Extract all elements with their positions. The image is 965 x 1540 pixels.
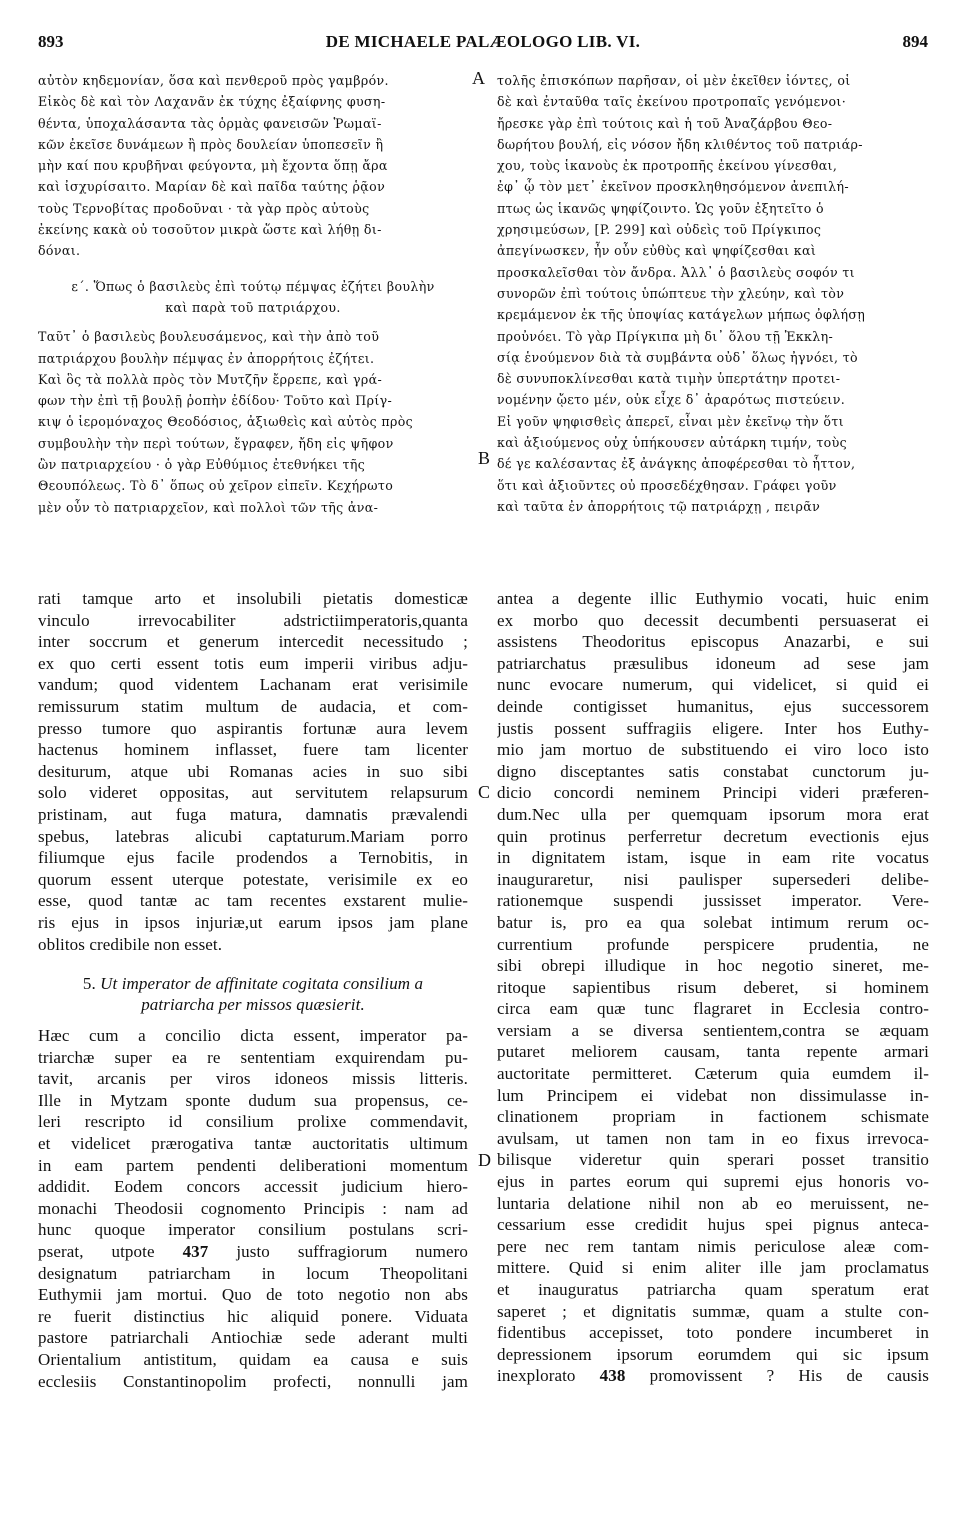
text-line: clinationem propriam in factionem schismate [497, 1107, 929, 1127]
text-line: πτως ὡς ἱκανῶς ψηφίζοιντο. Ὡς γοῦν ἐξητεῖτο ὁ [497, 200, 824, 216]
section-number: 5. [82, 974, 101, 994]
margin-marker-b: B [478, 448, 491, 468]
text-line: χου, τοὺς ἱκανοὺς ἐκ προτροπῆς ἐκείνου γίνεσθαι, [497, 158, 838, 174]
text-line: μὴν καί που κρυβῆναι φεύγοντα, μὴ ἔχοντα ὅπῃ ἄρα [38, 158, 388, 174]
text-line: batur is, pro ea qua solebat intimum rerum oc- [497, 912, 929, 932]
page-number-right: 894 [902, 32, 928, 51]
text-line: Orientalium antistitum, quidam ea causa e suis [38, 1350, 468, 1369]
text-line: circa eam quæ tunc flagraret in Ecclesia contro- [497, 999, 929, 1019]
text-line: assistens Theodoritus episcopus Anazarbi, e sui [497, 632, 929, 652]
latin-translation-left-column [38, 588, 468, 1392]
text-line: κῶν ἐκεῖσε δυνάμεων ἢ πρὸς δουλείαν ὑποπεσεῖν ἢ [38, 136, 384, 152]
text-line: triarchæ super ea re sententiam exquirendam pu- [38, 1047, 468, 1067]
old-page-number: 437 [182, 1242, 209, 1262]
text-line: in eam partem pendenti deliberationi momentum [38, 1155, 468, 1175]
text-line: mio jam mortuo de substituendo ei viro loco isto [497, 740, 929, 760]
text-line: currentium profunde perspicere prudentia, ne [497, 934, 929, 954]
text-line: Ille in Mytzam sponte dudum sua propensus, ce- [38, 1090, 468, 1110]
text-line: κρεμάμενον ἐκ τῆς ὑποψίας κατάγελων μήπως ὀφλήσῃ [497, 307, 866, 323]
text-line: καὶ παρὰ τοῦ πατριάρχου. [165, 299, 341, 315]
text-line: νομένην ᾤετο μέν, οὐκ εἶχε δ᾽ ἀραρότως πιστεύειν. [497, 392, 846, 408]
text-line: rationemque suspendi jussisset imperator. Vere- [497, 891, 929, 911]
text-line: δέ γε καλέσαντας ἐξ ἀνάγκης ἀποφέρεσθαι τὸ ἧττον, [497, 456, 856, 472]
greek-section-heading [38, 276, 468, 319]
text-line: vandum; quod videntem Lachanam erat verisimile [38, 675, 468, 695]
text-line: designatum patriarcham in locum Theopolitani [38, 1263, 468, 1283]
text-line: et videlicet prærogativa tantæ auctoritatis ultimum [38, 1134, 468, 1154]
text-line: χρησιμεύσων, [P. 299] καὶ οὐδεὶς τοῦ Πρίγκιπος [497, 222, 822, 238]
text-line: saperet ; et dignitatis summæ, quam a stulte con- [497, 1301, 929, 1321]
text-line: δόναι. [38, 243, 81, 259]
text-line: ε΄. Ὅπως ὁ βασιλεὺς ἐπὶ τούτῳ πέμψας ἐζήτει βουλὴν [71, 278, 435, 294]
text-line: σίᾳ ἑνούμενον διὰ τὰ συμβάντα οὐδ᾽ ὅλως ἠγνόει, τὸ [497, 349, 858, 365]
text-line: re fuerit distinctius hic aliquid ponere. Viduata [38, 1306, 468, 1326]
text-line: lum Principem ei videbat non dissimulasse in- [497, 1085, 929, 1105]
text-line: auctoritate permitteret. Cæterum quia eumdem il- [497, 1064, 929, 1084]
greek-text-right-column [497, 70, 929, 517]
text-line: in dignitatem istam, isque in eam rite vocatus [497, 848, 929, 868]
text-line: ἀπεγίνωσκεν, ἦν οὖν εὐθὺς καὶ ψηφίζεσθαι καὶ [497, 243, 817, 259]
greek-text-left-column [38, 70, 468, 518]
text-line: pere nec rem tantam nimis periculose aleæ com- [497, 1236, 929, 1256]
text-fragment: promovissent ? His de causis [625, 1366, 929, 1386]
text-line: quorum essent uterque potestate, verisimile ex eo [38, 869, 468, 889]
text-line: θέντα, ὑποχαλάσαντα τὰς ὁρμὰς φανεισῶν Ῥωμαϊ- [38, 115, 382, 131]
text-line: pastore patriarchali Antiochiæ sede aderant multi [38, 1328, 468, 1348]
text-line: hunc quoque imperator consilium postulans scri- [38, 1220, 468, 1240]
text-line: προσκαλεῖσθαι τὸν ἄνδρα. Ἀλλ᾽ ὁ βασιλεὺς σοφόν τι [497, 264, 855, 280]
text-line: καὶ ἀξιούμενος οὐχ ὑπήκουσεν αὐτάρκη τιμήν, τοὺς [497, 435, 847, 451]
text-line: Εἰκὸς δὲ καὶ τὸν Λαχανᾶν ἐκ τύχης ἐξαίφνης φυση- [38, 94, 386, 110]
text-line: nunc evocare numerum, qui videlicet, si quid ei [497, 675, 929, 695]
text-line: patriarchatus præsulibus idoneum ad sese jam [497, 653, 929, 673]
paragraph-gap [38, 262, 468, 276]
text-line: monachi Theodosii cognomento Principis : nam ad [38, 1198, 468, 1218]
text-line: desiturum, atque ubi Romanas acies in suo sibi [38, 761, 468, 781]
text-line: Ταῦτ᾽ ὁ βασιλεὺς βουλευσάμενος, καὶ τὴν ἀπὸ τοῦ [38, 329, 380, 345]
text-line: dum.Nec ulla per quemquam ipsorum mora erat [497, 804, 929, 824]
text-line: cessarium esse credidit hujus spei pignus anteca- [497, 1215, 929, 1235]
text-line: καὶ ἰσχυρίσαιτο. Μαρίαν δὲ καὶ παῖδα ταύτης ῥᾷον [38, 179, 386, 195]
text-line: versiam a se diversa sentientem,contra se æquam [497, 1020, 929, 1040]
text-line: Euthymii jam mortui. Quo de toto negotio non abs [38, 1285, 468, 1305]
text-fragment: pserat, utpote [38, 1242, 183, 1262]
text-line: justis possent suffragiis eligere. Inter hos Euthy- [497, 718, 929, 738]
text-line: tavit, arcanis per viros idoneos missis litteris. [38, 1069, 468, 1089]
text-line: δωρήτου βουλή, εἰς νόσον ἤδη κλιθέντος τοῦ πατριάρ- [497, 136, 863, 152]
text-line: bilisque videretur quin sperari posset transitio [497, 1150, 929, 1170]
text-line: addidit. Eodem concors accessit judicium hiero- [38, 1177, 468, 1197]
text-line: presso tumore quo aspirantis fortunæ aura levem [38, 718, 468, 738]
text-line: et inauguratus patriarcha quam speratum erat [497, 1280, 929, 1299]
running-title: DE MICHAELE PALÆOLOGO LIB. VI. [325, 32, 641, 51]
text-line: πατριάρχου βουλὴν πέμψας ἐν ἀπορρήτοις ἐζήτει. [38, 350, 375, 366]
text-line: remissurum statim multum de audacia, et com- [38, 696, 468, 716]
section-heading-line: Ut imperator de affinitate cogitata consilium a [100, 974, 424, 994]
text-line: quin protinus perferretur decretum evectionis ejus [497, 826, 929, 846]
text-line: ritoque sapientibus risum deberet, si hominem [497, 977, 929, 997]
text-line: fidentibus accepisset, toto pondere incumberet in [497, 1323, 929, 1343]
text-line: ἐφ᾽ ᾧ τὸν μετ᾽ ἐκεῖνον προσκληθησόμενον ἀνεπιλή- [497, 179, 849, 195]
text-line: mittere. Quid si enim aliter ille jam proclamatus [497, 1258, 929, 1278]
paragraph-gap [38, 318, 468, 326]
text-line: putaret meliorem causam, tanta repente armari [497, 1042, 929, 1062]
text-fragment: justo suffragiorum numero [208, 1242, 468, 1262]
text-line: rati tamque arto et insolubili pietatis domesticæ [38, 589, 468, 608]
text-line: Hæc cum a concilio dicta essent, imperator pa- [38, 1026, 468, 1046]
text-line: solo videret oppositas, aut servitutem relapsurum [38, 783, 468, 803]
text-line: τολῆς ἐπισκόπων παρῆσαν, οἱ μὲν ἐκεῖθεν ἰόντες, οἱ [497, 73, 851, 88]
text-line: καὶ ταῦτα ἐν ἀπορρήτοις τῷ πατριάρχῃ , πειρᾶν [497, 498, 821, 514]
text-line: inter soccrum et generum intercedit necessitudo ; [38, 632, 468, 652]
text-line: ἐκείνης κακὰ οὐ τοσοῦτον μικρὰ ὥστε καὶ λήθῃ δι- [38, 222, 382, 238]
text-line: ex quo certi essent totis eum imperii viribus adju- [38, 653, 468, 673]
margin-marker-c: C [478, 782, 491, 802]
text-line: antea a degente illic Euthymio vocati, huic enim [497, 589, 929, 608]
text-line: ὢν πατριαρχείου · ὁ γὰρ Εὐθύμιος ἐτεθνήκει τῆς [38, 457, 366, 473]
text-line: ejus in partes eorum qui supremi ejus honoris vo- [497, 1172, 929, 1192]
latin-translation-right-column [497, 588, 929, 1387]
text-line: δὲ καὶ ἐνταῦθα ταῖς ἐκείνου προτροπαῖς γενόμενοι· [497, 94, 847, 110]
text-line: sibi obrepi illudique in hoc negotio sineret, me- [497, 956, 929, 976]
text-line: luntaria delatione nihil non ab eo meruissent, ne- [497, 1193, 929, 1213]
text-line: φων τὴν ἐπὶ τῇ βουλῇ ῥοπὴν ἐδίδου· Τοῦτο καὶ Πρίγ- [38, 393, 393, 409]
text-line: pristinam, aut fuga matura, damnatis prævalendi [38, 804, 468, 824]
text-line: δὲ συνυποκλίνεσθαι κατὰ τιμὴν ὑπερτάτην προτει- [497, 371, 841, 387]
text-line: ris ejus in ipsos injuriæ,ut earum ipsos jam plane [38, 912, 468, 932]
text-line: συμβουλὴν τὴν περὶ τούτων, ἔγραφεν, ἤδη εἰς ψῆφον [38, 435, 394, 451]
text-fragment: inexplorato [497, 1366, 600, 1386]
text-line: avulsam, ut tamen non tam in eo fixus irrevoca- [497, 1128, 929, 1148]
paragraph-gap [38, 1015, 468, 1025]
text-line: προὐνόει. Τὸ γὰρ Πρίγκιπα μὴ δι᾽ ὅλου τῇ Ἐκκλη- [497, 328, 834, 344]
text-line: τοὺς Τερνοβίτας προδοῦναι · τὰ γὰρ πρὸς αὐτοὺς [38, 200, 370, 216]
page-number-left: 893 [38, 32, 64, 51]
text-line: esse, quod tantæ ac tam recentes exstarent mulie- [38, 891, 468, 911]
text-line: vinculo irrevocabiliter adstrictiimperatoris,quanta [38, 610, 468, 630]
text-line: oblitos credibile non esset. [38, 934, 223, 954]
text-line: Καὶ ὃς τὰ πολλὰ πρὸς τὸν Μυτζῆν ἔρρεπε, καὶ γρά- [38, 371, 383, 387]
text-line: αὐτὸν κηδεμονίαν, ὅσα καὶ πενθεροῦ πρὸς γαμβρόν. [38, 73, 389, 88]
margin-marker-a: A [472, 68, 485, 88]
text-line: Θεουπόλεως. Τὸ δ᾽ ὅπως οὐ χεῖρον εἰπεῖν. Κεχήρωτο [38, 478, 394, 494]
text-line-with-marginal-number [38, 1241, 468, 1263]
text-line: leri rescripto id consilium prolixe commendavit, [38, 1112, 468, 1132]
text-line: ecclesiis Constantinopolim profecti, nonnulli jam [38, 1371, 468, 1391]
old-page-number: 438 [599, 1366, 626, 1386]
text-line: κιψ ὁ ἱερομόναχος Θεοδόσιος, ἀξιωθεὶς καὶ αὐτὸς πρὸς [38, 414, 414, 430]
margin-marker-d: D [478, 1150, 491, 1170]
text-line: filiumque ejus facile prodendos a Ternobitis, in [38, 848, 468, 868]
text-line: ὅτι καὶ ἀξιοῦντες οὐ προσεδέχθησαν. Γράφει γοῦν [497, 477, 837, 493]
paragraph-gap [38, 955, 468, 973]
text-line: dicio concordi neminem Principi videri præferen- [497, 783, 929, 803]
text-line: hactenus hominem inflasset, fuere tam licenter [38, 740, 468, 760]
running-header [38, 32, 928, 52]
text-line: depressionem ipsorum eorumdem qui sic ipsum [497, 1344, 929, 1364]
text-line: ex morbo quo decessit decumbenti persuaserat ei [497, 610, 929, 630]
text-line: inauguraretur, nisi paulisper supersederi delibe- [497, 869, 929, 889]
text-line: digno disceptantes satis constabat cunctorum ju- [497, 761, 929, 781]
text-line: deinde contigisset humanitus, ejus successorem [497, 696, 929, 716]
text-line: ἤρεσκε γὰρ ἐπὶ τούτοις καὶ ἡ τοῦ Ἀναζάρβου Θεο- [497, 115, 833, 131]
text-line: Εἰ γοῦν ψηφισθεὶς ἀπερεῖ, εἶναι μὲν ἐκεῖνῳ τὴν ὅτι [497, 413, 844, 429]
text-line-with-marginal-number [497, 1365, 929, 1387]
section-heading-line: patriarcha per missos quæsierit. [141, 995, 365, 1015]
latin-section-heading [38, 973, 468, 1015]
text-line: συνορῶν ἐπὶ τούτοις ὑπώπτευε τὴν χλεύην, καὶ τὸν [497, 285, 845, 301]
text-line: μὲν οὖν τὸ πατριαρχεῖον, καὶ πολλοὶ τῶν τῆς ἀνα- [38, 499, 379, 515]
text-line: spebus, latebras alicubi captaturum.Mariam porro [38, 826, 468, 846]
